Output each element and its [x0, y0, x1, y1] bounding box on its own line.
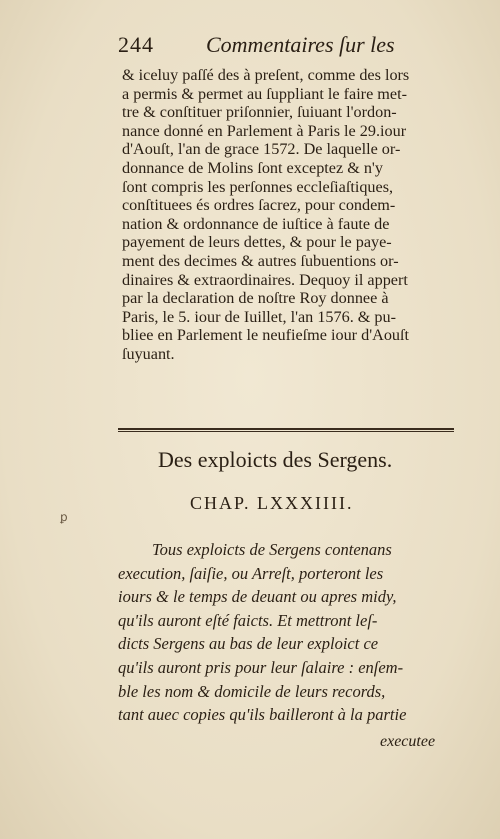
body-line: & iceluy paſſé des à preſent, comme des lors [122, 66, 410, 84]
body-line: payement de leurs dettes, & pour le paye- [122, 233, 392, 252]
page-number: 244 [118, 32, 154, 57]
chapter-line: execution, ſaiſie, ou Arreſt, porteront les [118, 563, 384, 583]
body-line: conſtituees és ordres ſacrez, pour condem- [122, 196, 396, 215]
catchword: executee [380, 733, 436, 750]
body-line: nance donné en Parlement à Paris le 29.iour [122, 121, 407, 140]
margin-mark: ꝑ [60, 510, 68, 524]
chapter-line: iours & le temps de deuant ou apres midy, [118, 587, 397, 607]
body-line: nation & ordonnance de iuſtice à faute de [122, 214, 390, 233]
body-line: donnance de Molins ſont exceptez & n'y [122, 158, 383, 177]
body-line: bliee en Parlement le neufieſme iour d'Aouſt [122, 326, 410, 345]
chapter-title: CHAP. LXXXIIII. [190, 493, 354, 513]
chapter-line: qu'ils auront pris pour leur ſalaire : enſem- [118, 657, 404, 677]
body-paragraph [122, 66, 462, 364]
body-line: tre & conſtituer priſonnier, ſuiuant l'ordon- [122, 103, 397, 122]
chapter-text [118, 538, 454, 727]
chapter-line: tant auec copies qu'ils bailleront à la partie [118, 705, 407, 725]
body-line: dinaires & extraordinaires. Dequoy il appert [122, 270, 408, 289]
running-title: Commentaires ſur les [206, 32, 395, 57]
chapter-line: qu'ils auront eſté faicts. Et mettront leſ- [118, 610, 378, 630]
body-line: ment des decimes & autres ſubuentions or- [122, 251, 399, 270]
chapter-line: dicts Sergens au bas de leur exploict ce [118, 634, 379, 654]
chapter-line: Tous exploicts de Sergens contenans [152, 540, 392, 559]
body-line: ſont compris les perſonnes eccleſiaſtiques, [122, 177, 394, 196]
section-divider-rule [118, 428, 454, 432]
body-line: ſuyuant. [122, 344, 175, 363]
chapter-line: ble les nom & domicile de leurs records, [118, 681, 386, 701]
section-heading: Des exploicts des Sergens. [158, 447, 393, 472]
body-line: a permis & permet au ſuppliant le faire met- [122, 84, 407, 103]
page-header [118, 30, 418, 60]
body-line: Paris, le 5. iour de Iuillet, l'an 1576. & pu- [122, 307, 397, 326]
body-line: d'Aouſt, l'an de grace 1572. De laquelle or- [122, 140, 401, 159]
body-line: par la declaration de noſtre Roy donnee à [122, 289, 389, 308]
